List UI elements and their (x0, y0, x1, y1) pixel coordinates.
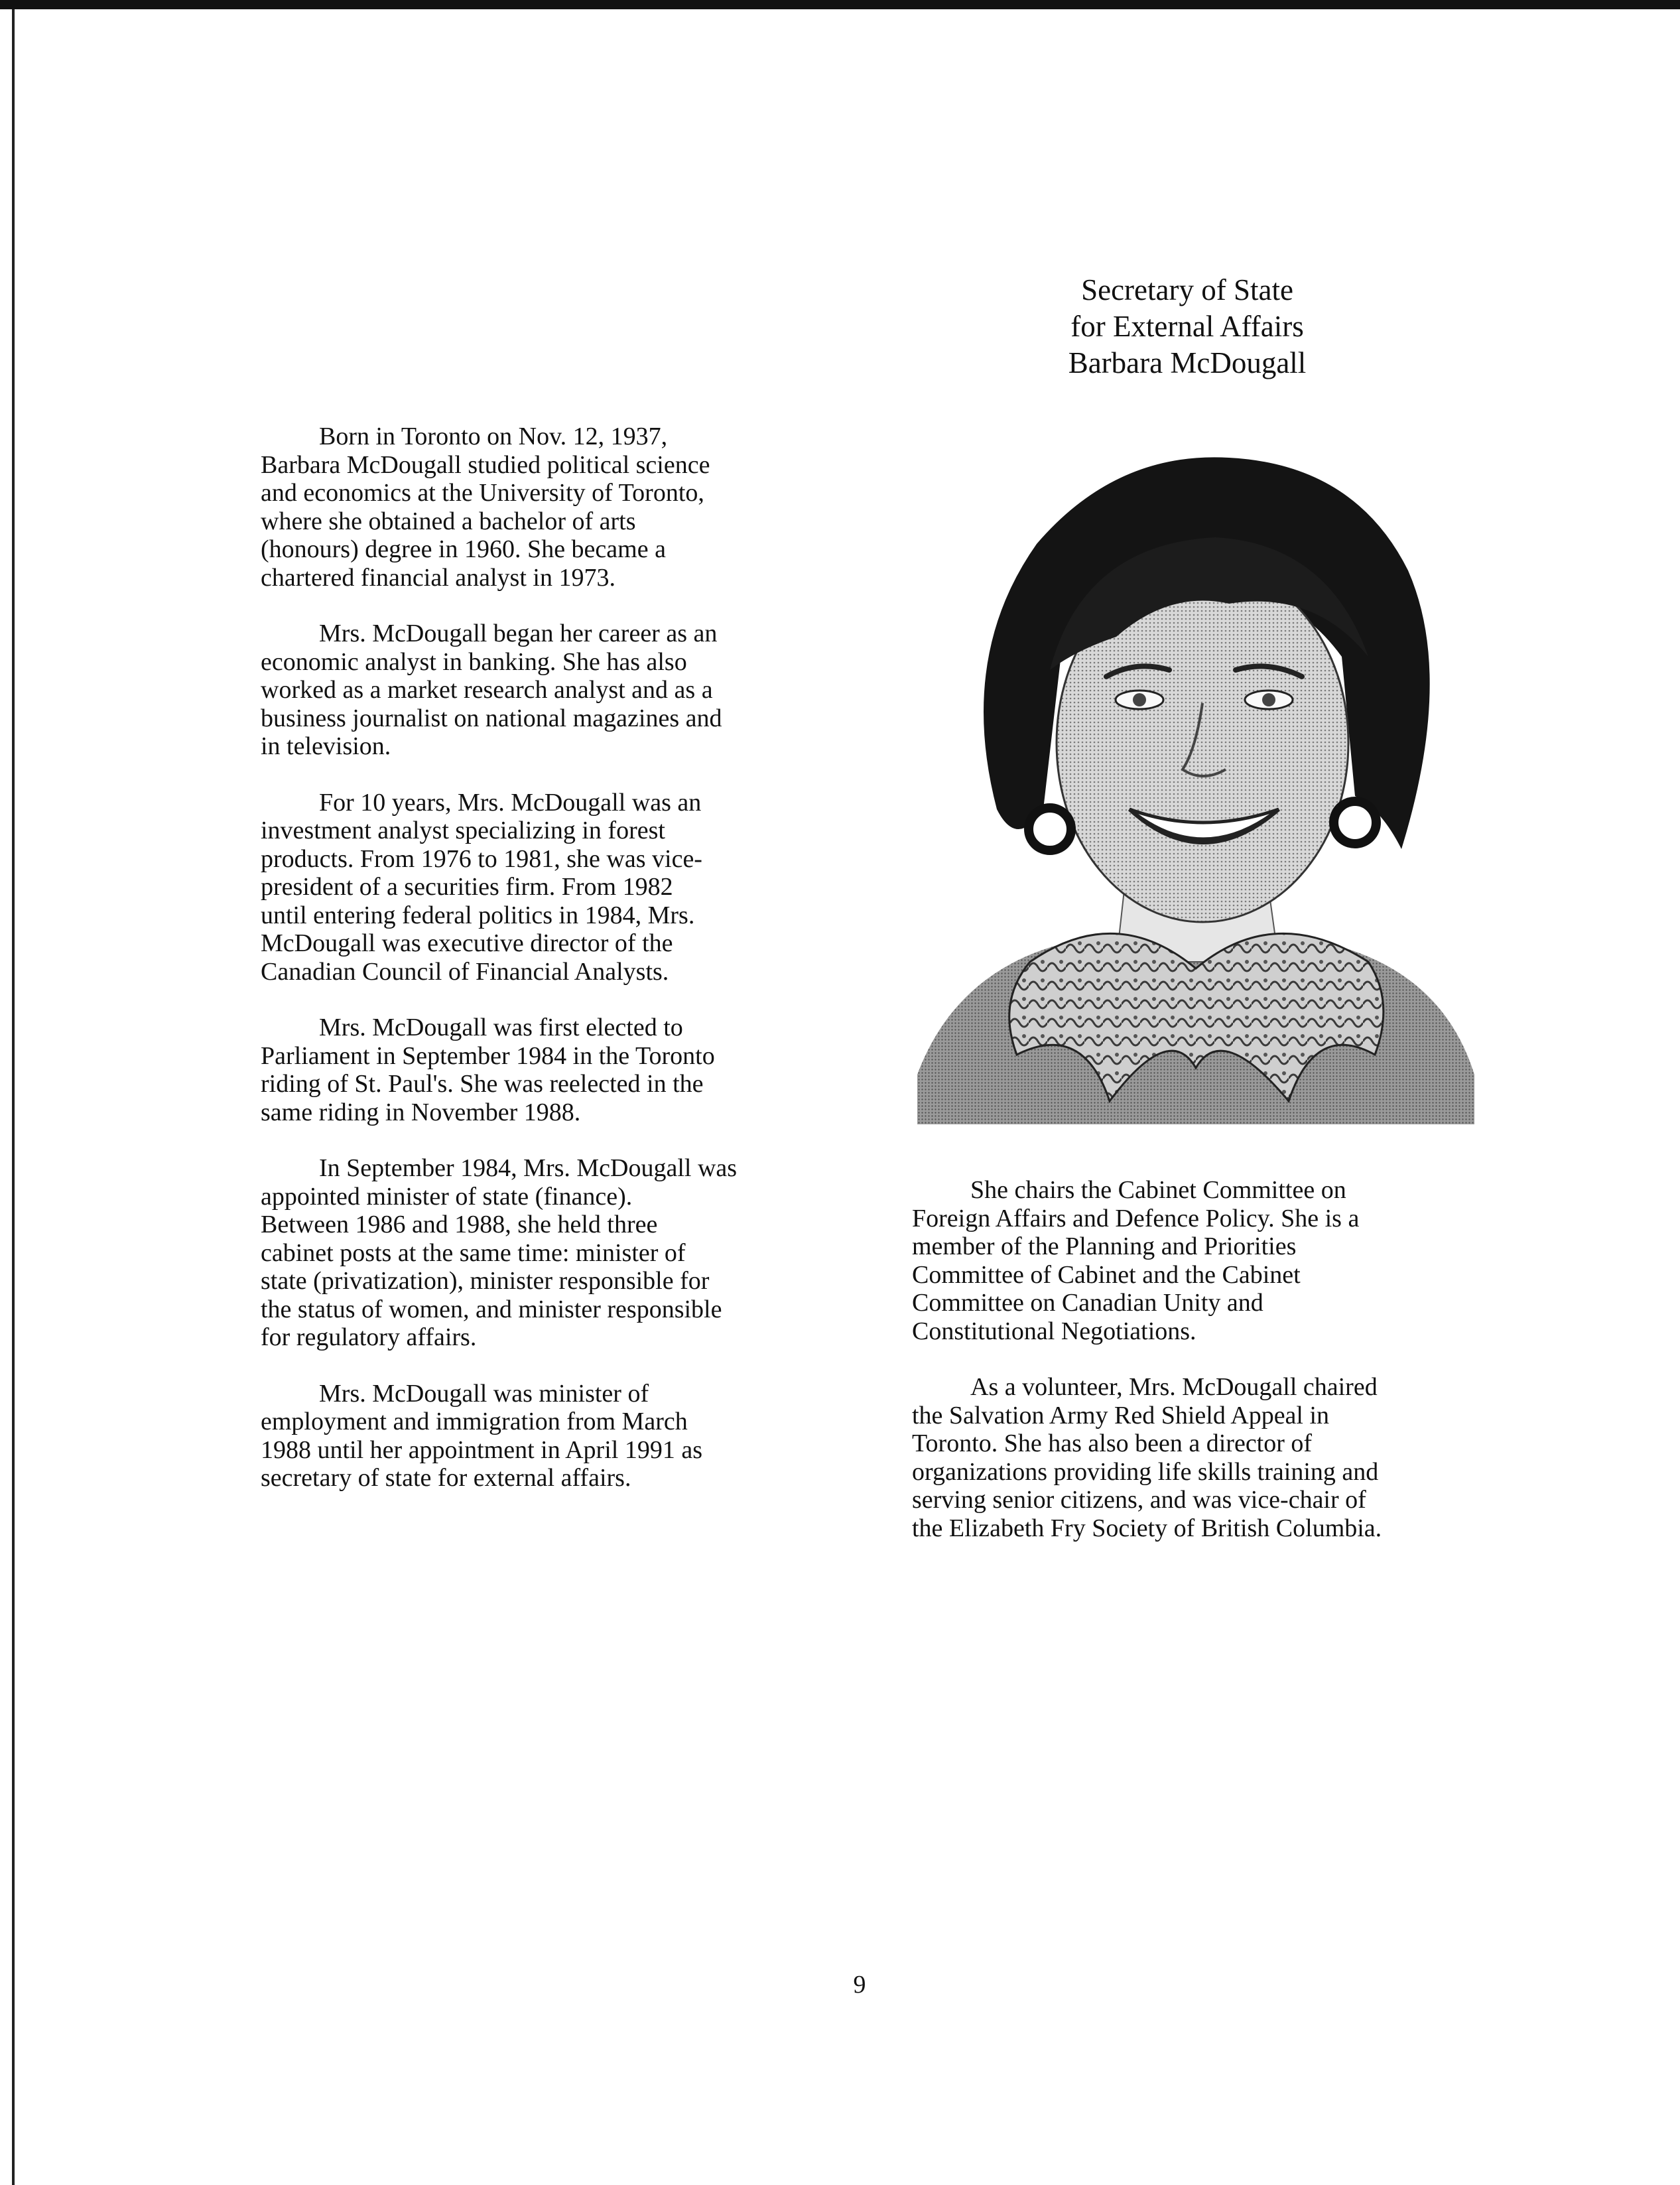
text-line: Constitutional Negotiations. (912, 1317, 1196, 1345)
text-line: Born in Toronto on Nov. 12, 1937, (319, 423, 668, 450)
paragraph (261, 1014, 824, 1126)
text-line: In September 1984, Mrs. McDougall was (319, 1154, 738, 1182)
top-border-rule (0, 0, 1680, 9)
paragraph (912, 1176, 1476, 1345)
text-line: McDougall was executive director of the (261, 929, 673, 957)
text-line: Barbara McDougall studied political science (261, 450, 710, 479)
portrait-photo (917, 438, 1474, 1124)
text-line: Toronto. She has also been a director of (912, 1429, 1313, 1457)
text-line: business journalist on national magazines and (261, 704, 722, 732)
text-line: and economics at the University of Toronto, (261, 479, 704, 507)
text-line: worked as a market research analyst and as a (261, 676, 713, 704)
text-line: the Salvation Army Red Shield Appeal in (912, 1401, 1330, 1429)
text-line: secretary of state for external affairs. (261, 1464, 631, 1492)
paragraph (912, 1373, 1476, 1542)
text-line: Canadian Council of Financial Analysts. (261, 957, 669, 986)
text-line: Mrs. McDougall began her career as an (319, 620, 718, 647)
text-line: until entering federal politics in 1984, Mrs. (261, 901, 695, 929)
page-title (1021, 272, 1353, 381)
text-line: president of a securities firm. From 1982 (261, 873, 673, 901)
text-line: Parliament in September 1984 in the Toronto (261, 1041, 715, 1070)
text-line: Committee on Canadian Unity and (912, 1289, 1263, 1317)
text-line: the Elizabeth Fry Society of British Columbia. (912, 1514, 1382, 1542)
paragraph (261, 620, 824, 761)
left-border-rule (12, 9, 15, 2185)
text-line: (honours) degree in 1960. She became a (261, 535, 666, 563)
text-line: For 10 years, Mrs. McDougall was an (319, 788, 702, 817)
text-line: employment and immigration from March (261, 1408, 688, 1435)
text-line: in television. (261, 732, 391, 760)
text-line: Mrs. McDougall was minister of (319, 1379, 649, 1408)
text-line: the status of women, and minister responsible (261, 1295, 722, 1323)
text-line: economic analyst in banking. She has also (261, 647, 687, 676)
paragraph (261, 423, 824, 592)
page-number: 9 (853, 1971, 866, 1999)
text-line: member of the Planning and Priorities (912, 1232, 1297, 1260)
paragraph (261, 1380, 824, 1492)
text-line: investment analyst specializing in forest (261, 817, 665, 844)
title-line-1: Secretary of State (1081, 273, 1293, 306)
text-line: She chairs the Cabinet Committee on (970, 1176, 1346, 1204)
text-line: riding of St. Paul's. She was reelected in the (261, 1070, 704, 1098)
title-line-2: for External Affairs (1070, 310, 1304, 343)
text-line: As a volunteer, Mrs. McDougall chaired (970, 1373, 1378, 1401)
text-line: organizations providing life skills training and (912, 1457, 1379, 1486)
text-line: appointed minister of state (finance). (261, 1182, 633, 1211)
text-line: serving senior citizens, and was vice-chair of (912, 1486, 1366, 1514)
text-line: 1988 until her appointment in April 1991 as (261, 1435, 702, 1464)
text-line: Committee of Cabinet and the Cabinet (912, 1260, 1301, 1289)
text-line: state (privatization), minister responsible for (261, 1267, 710, 1295)
text-line: Mrs. McDougall was first elected to (319, 1014, 683, 1041)
right-column (912, 1176, 1476, 1570)
paragraph (261, 789, 824, 986)
title-line-3: Barbara McDougall (1068, 346, 1307, 379)
text-line: where she obtained a bachelor of arts (261, 507, 636, 535)
text-line: same riding in November 1988. (261, 1098, 581, 1126)
left-column (261, 423, 824, 1520)
paragraph (261, 1154, 824, 1352)
text-line: cabinet posts at the same time: minister of (261, 1238, 686, 1267)
text-line: products. From 1976 to 1981, she was vice- (261, 844, 702, 873)
text-line: chartered financial analyst in 1973. (261, 563, 615, 592)
text-line: Between 1986 and 1988, she held three (261, 1211, 658, 1238)
text-line: Foreign Affairs and Defence Policy. She is a (912, 1204, 1360, 1232)
text-line: for regulatory affairs. (261, 1323, 477, 1351)
